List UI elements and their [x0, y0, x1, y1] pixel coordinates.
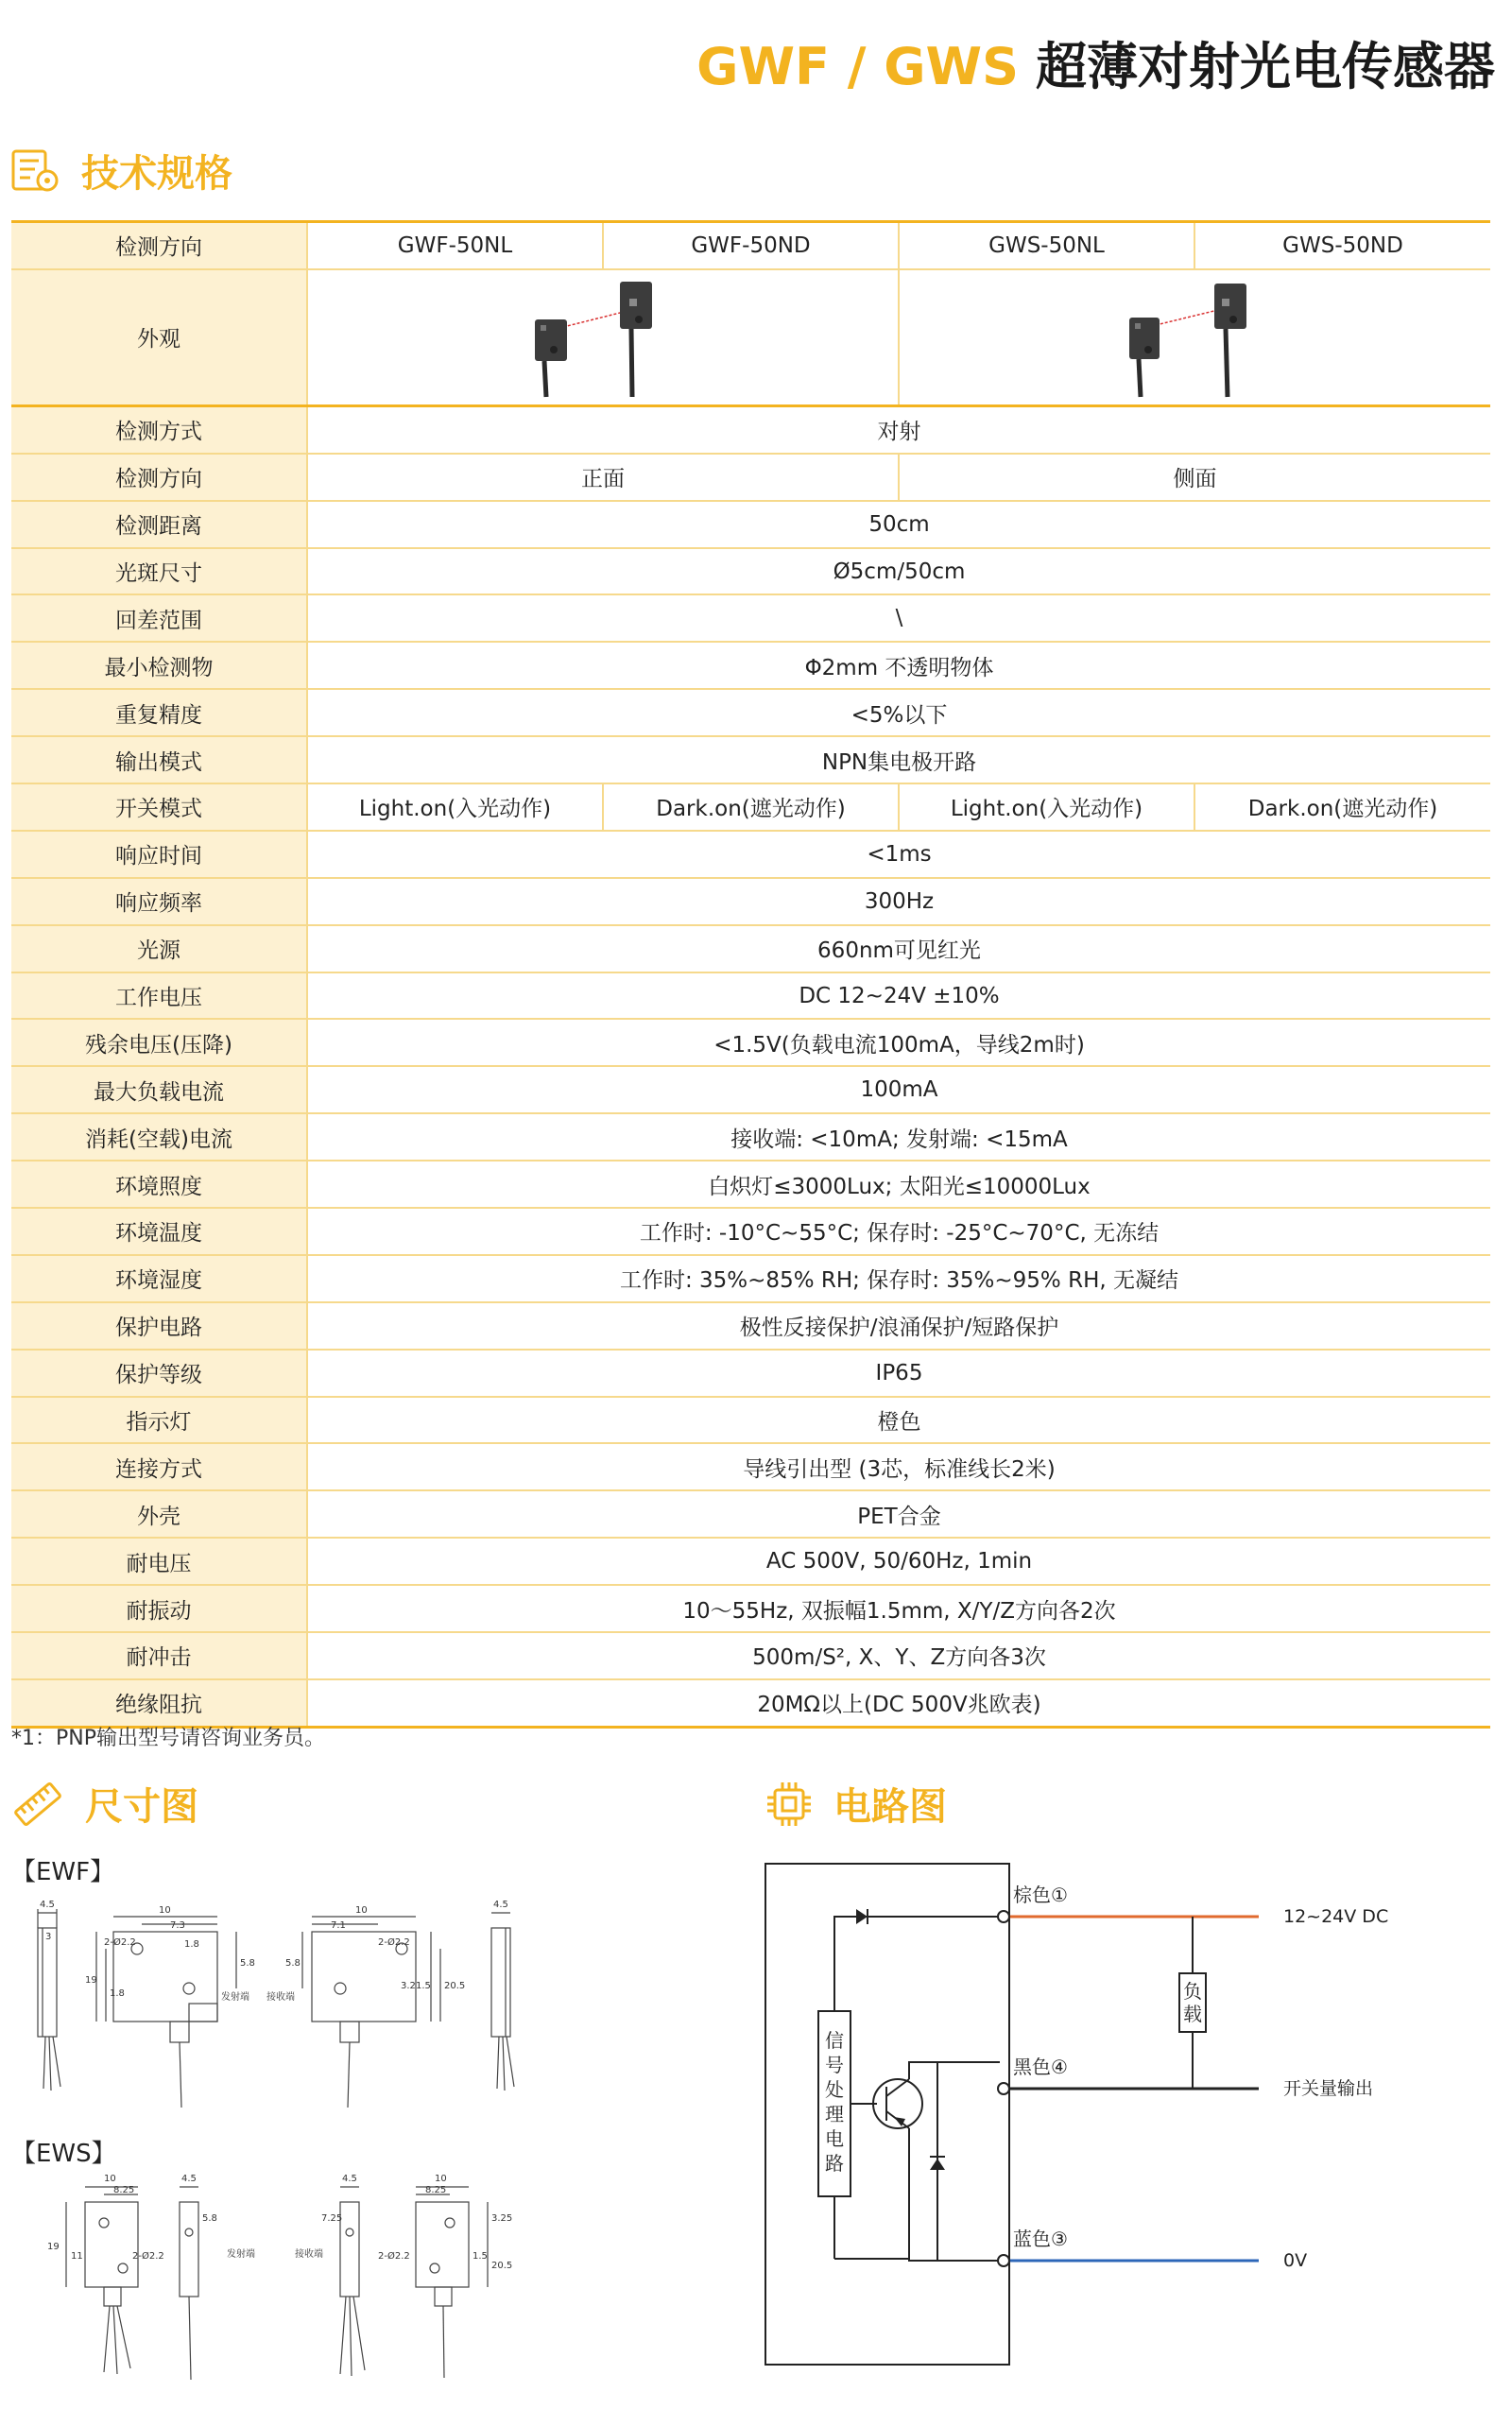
spec-value: \	[307, 594, 1490, 642]
wire-blue-label: 蓝色③	[1013, 2228, 1068, 2250]
dim-label: 10	[104, 2174, 116, 2184]
dimension-section-header	[11, 1777, 198, 1831]
spec-value: IP65	[307, 1350, 1490, 1397]
spec-value: AC 500V, 50/60Hz, 1min	[307, 1538, 1490, 1585]
dim-label: 7.1	[331, 1920, 346, 1931]
table-row-appearance	[11, 269, 1490, 406]
dim-label: 2-Ø2.2	[132, 2251, 164, 2262]
spec-key: 检测方向	[11, 222, 307, 269]
spec-value: <1.5V(负载电流100mA，导线2m时)	[307, 1019, 1490, 1066]
dim-label: 7.3	[170, 1920, 185, 1931]
dim-label: 发射端	[221, 1992, 249, 2003]
spec-key: 外观	[11, 269, 307, 406]
spec-value: PET合金	[307, 1490, 1490, 1538]
spec-section-header	[11, 144, 232, 198]
spec-key: 输出模式	[11, 736, 307, 783]
spec-value: 工作时: -10°C~55°C; 保存时: -25°C~70°C, 无冻结	[307, 1208, 1490, 1255]
model-header: GWS-50ND	[1194, 222, 1490, 269]
table-row	[11, 831, 1490, 878]
dim-label: 10	[435, 2174, 447, 2184]
spec-key: 保护等级	[11, 1350, 307, 1397]
spec-value: 100mA	[307, 1066, 1490, 1113]
dim-label: 4.5	[342, 2174, 357, 2184]
dim-label: 11	[71, 2251, 83, 2262]
spec-value: 10～55Hz, 双振幅1.5mm, X/Y/Z方向各2次	[307, 1585, 1490, 1632]
dim-label: 1.5	[416, 1981, 431, 1991]
dim-label: 4.5	[40, 1900, 55, 1910]
supply-label: 12~24V DC	[1283, 1906, 1389, 1927]
load-label-1: 负	[1183, 1980, 1202, 2003]
circuit-diagram	[756, 1852, 1503, 2382]
spec-value: 对射	[307, 405, 1490, 453]
ewf-label: 【EWF】	[11, 1858, 115, 1886]
wire-black-label: 黑色④	[1013, 2056, 1068, 2078]
spec-value: 橙色	[307, 1397, 1490, 1444]
circuit-section-header	[765, 1777, 947, 1831]
table-row	[11, 1397, 1490, 1444]
spec-value: Dark.on(遮光动作)	[603, 783, 899, 831]
table-row	[11, 1302, 1490, 1350]
spec-key: 检测距离	[11, 501, 307, 548]
spec-table	[11, 220, 1490, 1729]
spec-value: 白炽灯≤3000Lux; 太阳光≤10000Lux	[307, 1161, 1490, 1208]
dim-label: 10	[355, 1905, 368, 1916]
diode-icon	[856, 1909, 868, 1924]
ews-label: 【EWS】	[11, 2140, 116, 2168]
spec-section-title: 技术规格	[81, 152, 232, 196]
spec-key: 环境照度	[11, 1161, 307, 1208]
spec-key: 工作电压	[11, 972, 307, 1020]
spec-key: 连接方式	[11, 1443, 307, 1490]
spec-key: 最大负载电流	[11, 1066, 307, 1113]
gws-product-photo	[899, 269, 1490, 406]
table-row	[11, 736, 1490, 783]
spec-key: 重复精度	[11, 689, 307, 736]
spec-key: 响应时间	[11, 831, 307, 878]
spec-value: 50cm	[307, 501, 1490, 548]
table-row	[11, 1208, 1490, 1255]
page-title	[696, 26, 1495, 99]
spec-value: 500m/S², X、Y、Z方向各3次	[307, 1632, 1490, 1679]
dim-label: 7.25	[321, 2213, 343, 2224]
dim-label: 4.5	[493, 1900, 508, 1910]
dim-label: 3	[45, 1932, 52, 1942]
table-row	[11, 405, 1490, 453]
spec-key: 耐冲击	[11, 1632, 307, 1679]
table-row	[11, 454, 1490, 501]
spec-key: 开关模式	[11, 783, 307, 831]
table-row	[11, 1255, 1490, 1302]
footnote: *1：PNP输出型号请咨询业务员。	[11, 1727, 325, 1750]
table-row	[11, 1161, 1490, 1208]
spec-value: 侧面	[899, 454, 1490, 501]
spec-key: 检测方式	[11, 405, 307, 453]
table-row	[11, 1490, 1490, 1538]
dim-label: 5.8	[202, 2213, 217, 2224]
spec-key: 环境湿度	[11, 1255, 307, 1302]
spec-value: 20MΩ以上(DC 500V兆欧表)	[307, 1679, 1490, 1727]
ewf-dimension-drawing	[19, 1890, 548, 2126]
dim-label: 3.2	[401, 1981, 416, 1991]
table-row	[11, 689, 1490, 736]
spec-key: 残余电压(压降)	[11, 1019, 307, 1066]
dim-label: 接收端	[295, 2249, 323, 2260]
spec-key: 光斑尺寸	[11, 548, 307, 595]
table-row	[11, 1585, 1490, 1632]
table-header-row	[11, 222, 1490, 269]
table-row	[11, 501, 1490, 548]
dim-label: 19	[47, 2242, 60, 2252]
spec-key: 最小检测物	[11, 642, 307, 689]
spec-key: 环境温度	[11, 1208, 307, 1255]
ews-dimension-drawing	[19, 2164, 548, 2391]
spec-key: 响应频率	[11, 878, 307, 925]
dim-label: 20.5	[444, 1981, 466, 1991]
zener-diode-icon	[930, 2159, 945, 2170]
spec-value: 正面	[307, 454, 899, 501]
spec-key: 耐振动	[11, 1585, 307, 1632]
spec-value: 导线引出型 (3芯，标准线长2米)	[307, 1443, 1490, 1490]
dim-label: 1.8	[110, 1988, 125, 1999]
table-row	[11, 1443, 1490, 1490]
dim-label: 接收端	[266, 1992, 295, 2003]
table-row	[11, 594, 1490, 642]
spec-sheet-icon	[11, 149, 60, 193]
circuit-section-title: 电路图	[833, 1785, 947, 1829]
table-row	[11, 1538, 1490, 1585]
gwf-product-photo	[307, 269, 899, 406]
table-row	[11, 1632, 1490, 1679]
spec-value: Dark.on(遮光动作)	[1194, 783, 1490, 831]
table-row	[11, 1350, 1490, 1397]
spec-key: 指示灯	[11, 1397, 307, 1444]
dim-label: 5.8	[240, 1958, 255, 1969]
spec-key: 回差范围	[11, 594, 307, 642]
spec-value: Light.on(入光动作)	[307, 783, 603, 831]
spec-value: <5%以下	[307, 689, 1490, 736]
spec-key: 外壳	[11, 1490, 307, 1538]
spec-key: 光源	[11, 925, 307, 972]
table-row	[11, 548, 1490, 595]
table-row	[11, 1066, 1490, 1113]
spec-rows	[11, 405, 1490, 1727]
model-header: GWF-50NL	[307, 222, 603, 269]
dim-label: 2-Ø2.2	[378, 2251, 410, 2262]
spec-value: 工作时: 35%~85% RH; 保存时: 35%~95% RH, 无凝结	[307, 1255, 1490, 1302]
spec-value: 660nm可见红光	[307, 925, 1490, 972]
spec-value: <1ms	[307, 831, 1490, 878]
dim-label: 2-Ø2.2	[104, 1937, 136, 1948]
table-row	[11, 1113, 1490, 1161]
spec-key: 消耗(空载)电流	[11, 1113, 307, 1161]
table-row	[11, 783, 1490, 831]
spec-key: 检测方向	[11, 454, 307, 501]
spec-value: DC 12~24V ±10%	[307, 972, 1490, 1020]
dim-label: 8.25	[425, 2185, 447, 2195]
title-model: GWF / GWS	[696, 37, 1019, 96]
chip-icon	[765, 1781, 813, 1828]
dim-label: 2-Ø2.2	[378, 1937, 410, 1948]
wire-brown-label: 棕色①	[1013, 1884, 1068, 1906]
spec-key: 耐电压	[11, 1538, 307, 1585]
table-row	[11, 1679, 1490, 1727]
spec-value: 接收端: <10mA; 发射端: <15mA	[307, 1113, 1490, 1161]
dim-label: 1.5	[472, 2251, 488, 2262]
spec-value: NPN集电极开路	[307, 736, 1490, 783]
dim-label: 5.8	[285, 1958, 301, 1969]
model-header: GWF-50ND	[603, 222, 899, 269]
dim-label: 8.25	[113, 2185, 135, 2195]
dim-label: 4.5	[181, 2174, 197, 2184]
spec-value: 300Hz	[307, 878, 1490, 925]
title-product: 超薄对射光电传感器	[1036, 37, 1495, 96]
ruler-icon	[11, 1781, 64, 1828]
dim-label: 3.25	[491, 2213, 513, 2224]
dim-label: 发射端	[227, 2249, 255, 2260]
spec-value: Ø5cm/50cm	[307, 548, 1490, 595]
table-row	[11, 878, 1490, 925]
dim-label: 20.5	[491, 2261, 513, 2271]
output-label: 开关量输出	[1283, 2078, 1374, 2099]
ground-label: 0V	[1283, 2250, 1308, 2271]
table-row	[11, 1019, 1490, 1066]
spec-value: 极性反接保护/浪涌保护/短路保护	[307, 1302, 1490, 1350]
spec-value: Φ2mm 不透明物体	[307, 642, 1490, 689]
gws-sensor-pair-image	[1101, 270, 1290, 399]
spec-key: 保护电路	[11, 1302, 307, 1350]
dimension-section-title: 尺寸图	[85, 1785, 198, 1829]
dim-label: 10	[159, 1905, 171, 1916]
spec-value: Light.on(入光动作)	[899, 783, 1194, 831]
dim-label: 1.8	[184, 1939, 199, 1950]
gwf-sensor-pair-image	[508, 270, 697, 399]
table-row	[11, 972, 1490, 1020]
dim-label: 19	[85, 1975, 97, 1986]
table-row	[11, 925, 1490, 972]
table-row	[11, 642, 1490, 689]
signal-block-label: 信号处理电路	[825, 2029, 844, 2175]
spec-key: 绝缘阻抗	[11, 1679, 307, 1727]
load-label-2: 载	[1183, 2003, 1202, 2025]
model-header: GWS-50NL	[899, 222, 1194, 269]
